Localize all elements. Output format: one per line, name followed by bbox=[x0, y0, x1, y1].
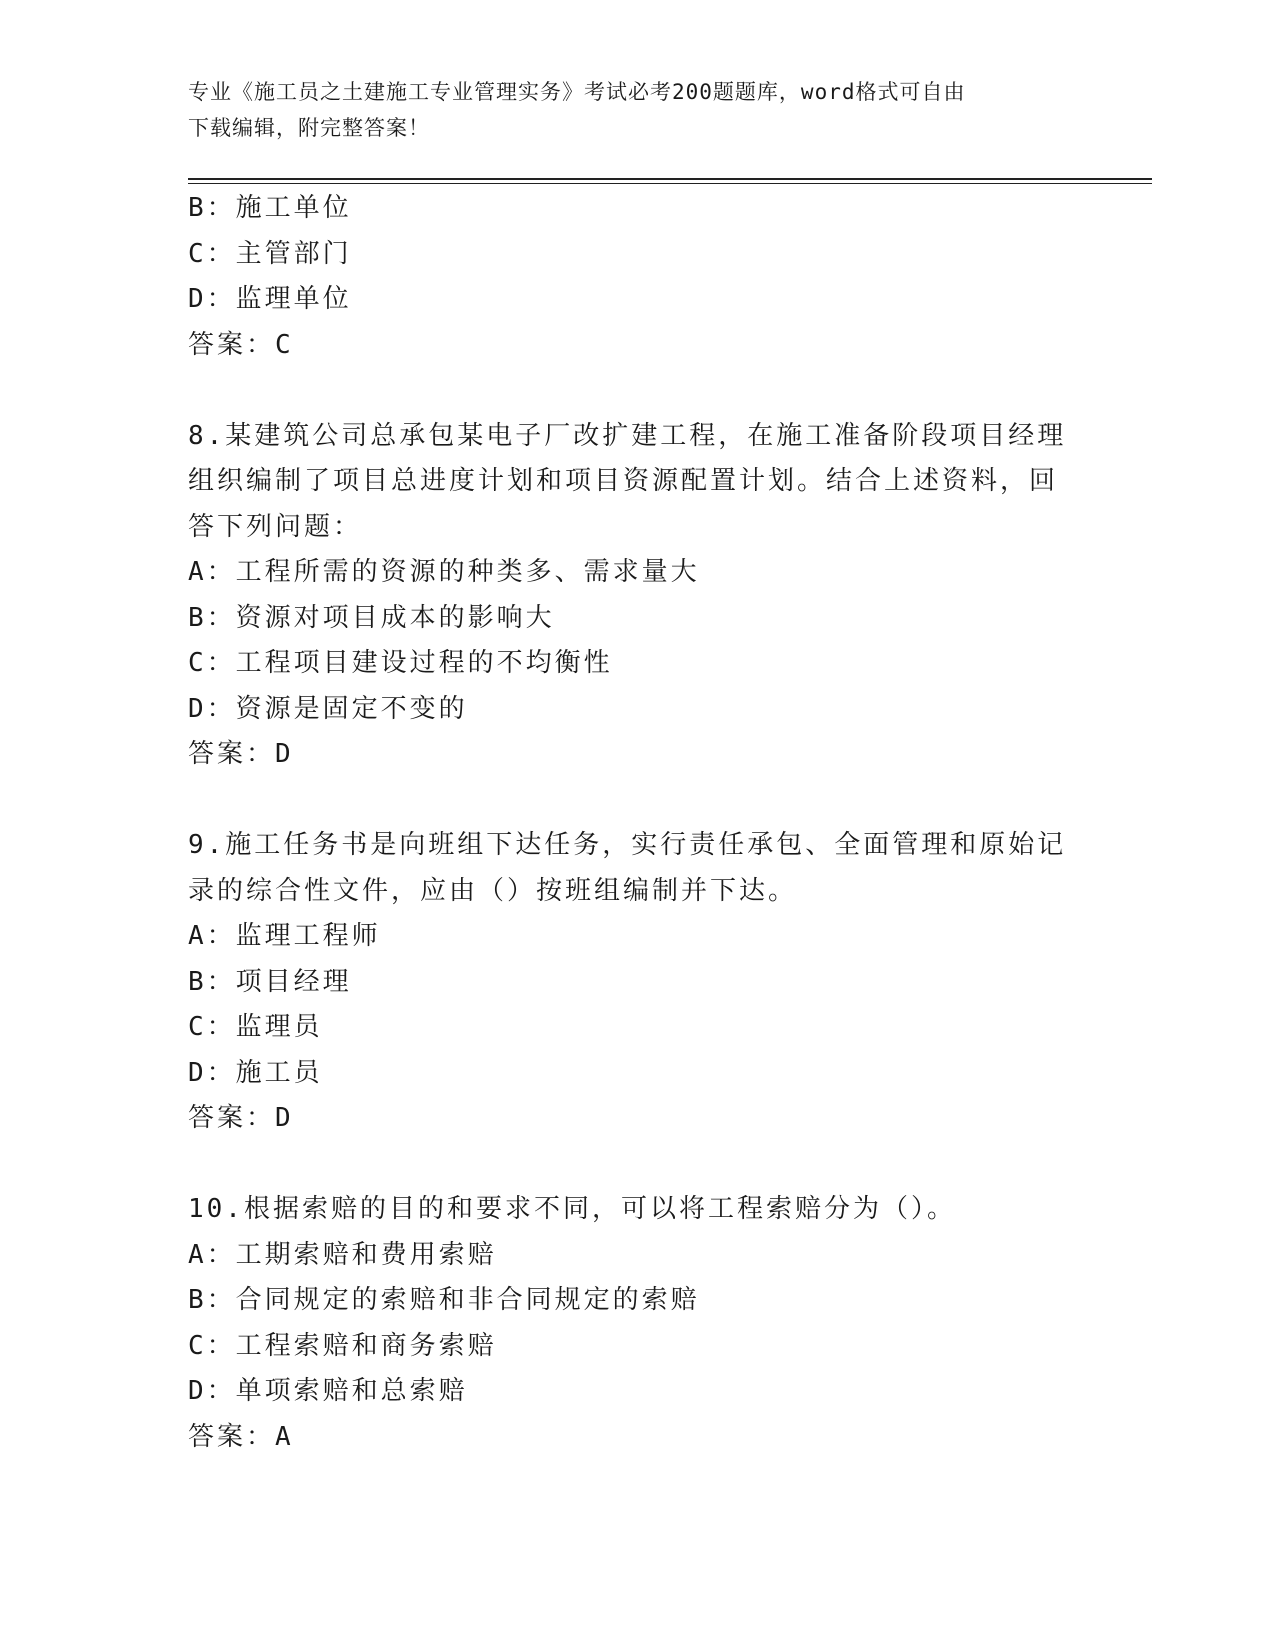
question-7-tail bbox=[188, 186, 1068, 368]
option-b: B：项目经理 bbox=[188, 966, 352, 997]
question-stem-line: 8.某建筑公司总承包某电子厂改扩建工程，在施工准备阶段项目经理 bbox=[188, 420, 1067, 451]
option-b: B：资源对项目成本的影响大 bbox=[188, 602, 555, 633]
header-line-1: 专业《施工员之土建施工专业管理实务》考试必考200题题库，word格式可自由 bbox=[188, 80, 966, 104]
document-header bbox=[188, 74, 1068, 146]
question-stem-line: 9.施工任务书是向班组下达任务，实行责任承包、全面管理和原始记 bbox=[188, 830, 1067, 860]
answer: 答案：A bbox=[188, 1421, 294, 1452]
header-line-2: 下载编辑，附完整答案！ bbox=[188, 116, 430, 140]
question-stem-line: 答下列问题： bbox=[188, 511, 363, 542]
option-b: B：施工单位 bbox=[188, 193, 352, 223]
spacer bbox=[188, 778, 1068, 824]
option-c: C：主管部门 bbox=[188, 238, 352, 269]
option-d: D：监理单位 bbox=[188, 284, 352, 314]
option-b: B：合同规定的索赔和非合同规定的索赔 bbox=[188, 1285, 700, 1315]
option-c: C：工程项目建设过程的不均衡性 bbox=[188, 648, 613, 678]
spacer bbox=[188, 368, 1068, 414]
header-divider bbox=[188, 178, 1152, 184]
option-a: A：工程所需的资源的种类多、需求量大 bbox=[188, 557, 700, 587]
answer: 答案：C bbox=[188, 329, 294, 360]
answer: 答案：D bbox=[188, 739, 294, 769]
question-9 bbox=[188, 823, 1068, 1142]
question-8 bbox=[188, 414, 1068, 778]
option-c: C：工程索赔和商务索赔 bbox=[188, 1330, 497, 1361]
option-a: A：工期索赔和费用索赔 bbox=[188, 1239, 497, 1270]
question-list bbox=[188, 186, 1068, 1460]
option-a: A：监理工程师 bbox=[188, 921, 381, 951]
question-stem-line: 录的综合性文件，应由（）按班组编制并下达。 bbox=[188, 875, 798, 906]
question-stem-line: 组织编制了项目总进度计划和项目资源配置计划。结合上述资料，回 bbox=[188, 466, 1059, 496]
spacer bbox=[188, 1142, 1068, 1188]
option-d: D：单项索赔和总索赔 bbox=[188, 1376, 468, 1406]
question-10 bbox=[188, 1187, 1068, 1460]
answer: 答案：D bbox=[188, 1103, 294, 1133]
option-d: D：资源是固定不变的 bbox=[188, 693, 468, 724]
question-stem-line: 10.根据索赔的目的和要求不同，可以将工程索赔分为（）。 bbox=[188, 1194, 956, 1224]
option-d: D：施工员 bbox=[188, 1057, 323, 1088]
option-c: C：监理员 bbox=[188, 1012, 323, 1042]
